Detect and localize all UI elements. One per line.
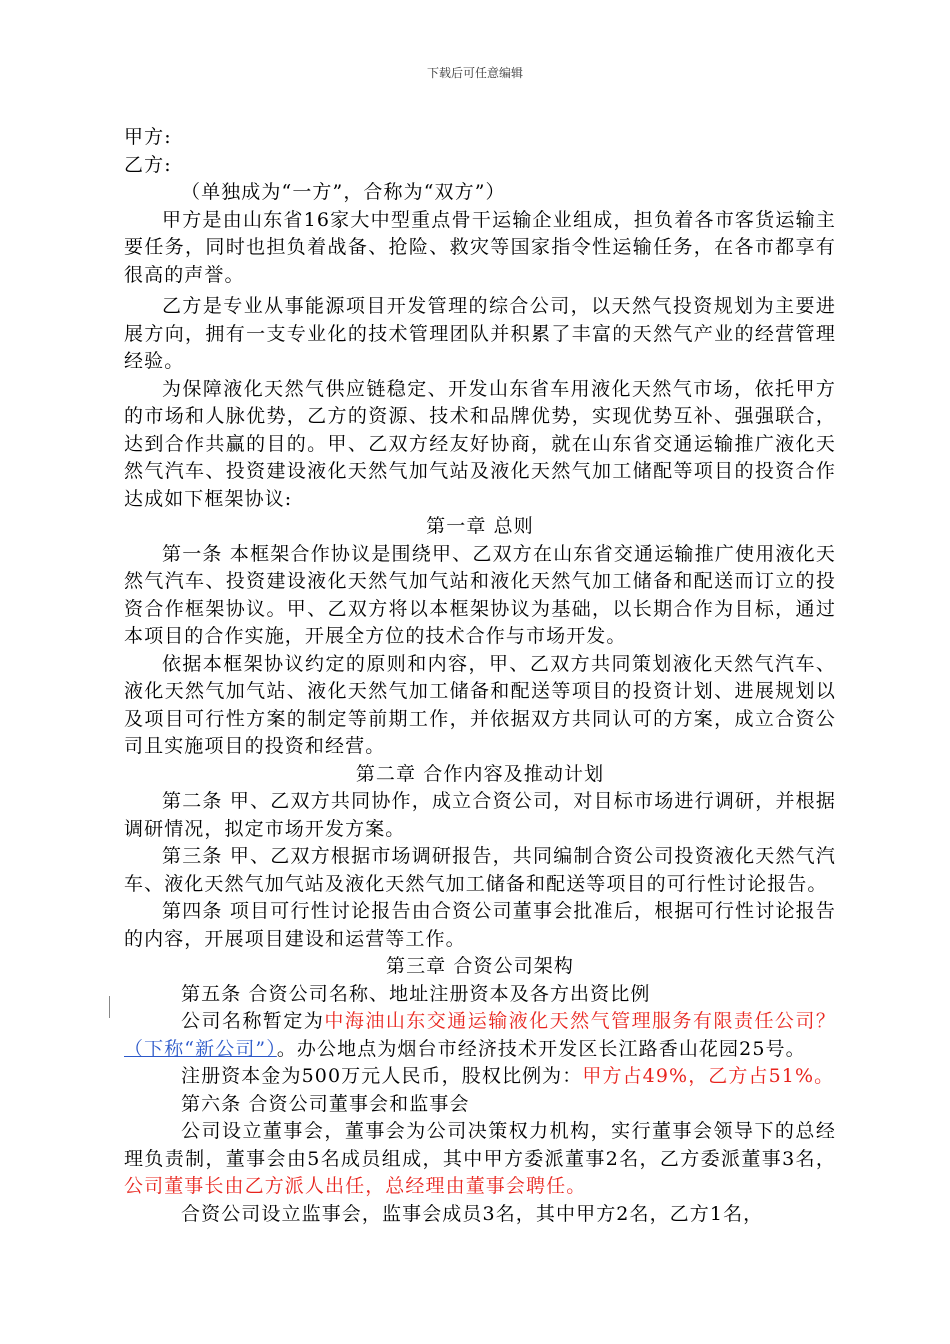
capital-ratio: 甲方占49%，乙方占51%。 [582, 1065, 835, 1087]
intro-party-b: 乙方是专业从事能源项目开发管理的综合公司，以天然气投资规划为主要进展方向，拥有一支专业化的技术管理团队并积累了丰富的天然气产业的经营管理经验。 [124, 295, 836, 372]
party-b-line: 乙方: [124, 153, 172, 176]
supervisor-paragraph: 合资公司设立监事会，监事会成员3名，其中甲方2名，乙方1名， [181, 1202, 764, 1225]
article-2: 第二条 甲、乙双方共同协作，成立合资公司，对目标市场进行调研，并根据调研情况，拟定市场开发方案。 [124, 790, 836, 840]
revision-bar [109, 996, 110, 1018]
capital-paragraph [124, 1063, 836, 1091]
parties-note: （单独成为“一方”，合称为“双方”） [181, 181, 506, 203]
intro-party-a: 甲方是由山东省16家大中型重点骨干运输企业组成，担负着各市客货运输主要任务，同时也担负着战备、抢险、救灾等国家指令性运输任务，在各市都享有很高的声誉。 [124, 208, 836, 286]
article-6: 第六条 合资公司董事会和监事会 [181, 1092, 470, 1115]
article-4: 第四条 项目可行性讨论报告由合资公司董事会批准后，根据可行性讨论报告的内容，开展项目建设和运营等工作。 [124, 900, 836, 950]
purpose-paragraph: 为保障液化天然气供应链稳定、开发山东省车用液化天然气市场，依托甲方的市场和人脉优势，乙方的资源、技术和品牌优势，实现优势互补、强强联合，达到合作共赢的目的。甲、乙双方经友好协商，就在山东省交通运输推广液化天然气汽车、投资建设液化天然气加气站及液化天然气加工储配等项目的投资合作达成如下框架协议: [124, 377, 836, 510]
company-name: 中海油山东交通运输液化天然气管理服务有限责任公司？ [324, 1010, 836, 1032]
article-1: 第一条 本框架合作协议是围绕甲、乙双方在山东省交通运输推广使用液化天然气汽车、投资建设液化天然气加气站和液化天然气加工储备和配送而订立的投资合作框架协议。甲、乙双方将以本框架协议为基础，以长期合作为目标，通过本项目的合作实施，开展全方位的技术合作与市场开发。 [124, 542, 836, 647]
board-paragraph [124, 1118, 836, 1201]
chapter-1-title: 第一章 总则 [426, 515, 534, 537]
company-address: 。办公地点为烟台市经济技术开发区长江路香山花园25号。 [276, 1037, 806, 1060]
chapter-2-title: 第二章 合作内容及推动计划 [355, 762, 605, 785]
article-1-b: 依据本框架协议约定的原则和内容，甲、乙双方共同策划液化天然气汽车、液化天然气加气站、液化天然气加工储备和配送等项目的投资计划、进展规划以及项目可行性方案的制定等前期工作，并依据双方共同认可的方案，成立合资公司且实施项目的投资和经营。 [124, 652, 836, 757]
header-note: 下载后可任意编辑 [426, 66, 523, 80]
company-name-prefix: 公司名称暂定为 [181, 1010, 325, 1032]
board-text: 公司设立董事会，董事会为公司决策权力机构，实行董事会领导下的总经理负责制，董事会由5名成员组成，其中甲方委派董事2名，乙方委派董事3名， [124, 1120, 836, 1170]
party-a-line: 甲方: [124, 126, 172, 148]
article-5: 第五条 合资公司名称、地址注册资本及各方出资比例 [181, 982, 651, 1005]
document-body [124, 124, 836, 1228]
company-name-paragraph [124, 1008, 836, 1063]
company-alias: （下称“新公司”） [124, 1037, 277, 1060]
board-chairman-text: 公司董事长由乙方派人出任，总经理由董事会聘任。 [124, 1175, 587, 1197]
article-3: 第三条 甲、乙双方根据市场调研报告，共同编制合资公司投资液化天然气汽车、液化天然气加气站及液化天然气加工储备和配送等项目的可行性讨论报告。 [124, 845, 836, 895]
capital-prefix: 注册资本金为500万元人民币，股权比例为： [181, 1065, 583, 1087]
chapter-3-title: 第三章 合资公司架构 [385, 955, 575, 977]
